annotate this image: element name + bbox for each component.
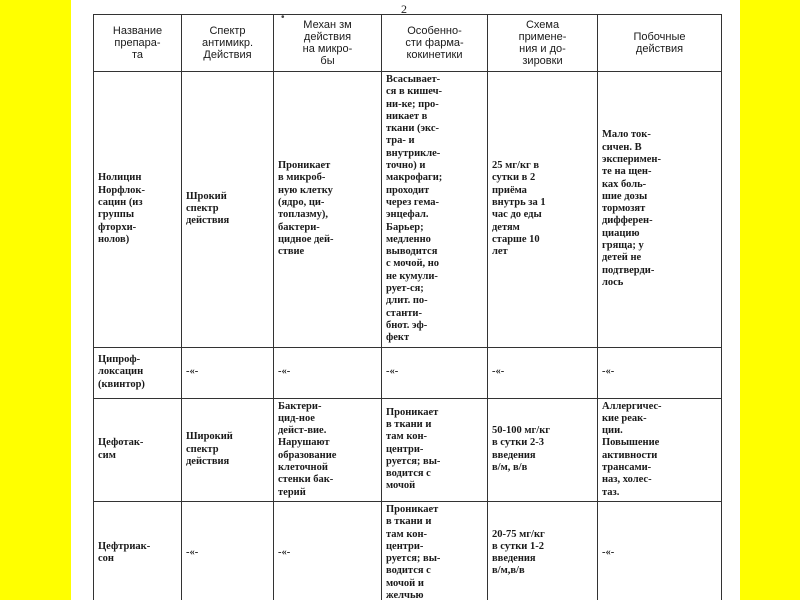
cell-mechanism: Бактери- цид-ное дейст-вие. Нарушают образование клеточной стенки бак- терий — [274, 398, 382, 501]
cell-pharmacokinetics: Всасывает- ся в кишеч- ни-ке; про- никает в ткани (экс- тра- и внутрикле- точно) и макрофаги; проходит через гема- энцефал. Барьер; медленно выводится с мочой, но не кумули- рует-ся; длит. по- станти- бнот. эф- фект — [382, 72, 488, 348]
cell-dosage: 25 мг/кг в сутки в 2 приёма внутрь за 1 час до еды детям старше 10 лет — [488, 72, 598, 348]
table-row-cefotaxime — [94, 398, 722, 501]
table-row-norfloxacin — [94, 72, 722, 348]
cell-pharmacokinetics: -«- — [382, 347, 488, 398]
table-row-ciprofloxacin — [94, 347, 722, 398]
cell-spectrum: Широкий спектр действия — [182, 398, 274, 501]
cell-mechanism: -«- — [274, 501, 382, 600]
cell-pharmacokinetics: Проникает в ткани и там кон- центри- руется; вы- водится с мочой — [382, 398, 488, 501]
header-mechanism: Механ зм действия на микро- бы — [274, 15, 382, 72]
cell-side-effects: -«- — [598, 347, 722, 398]
drug-table — [93, 14, 722, 600]
cell-side-effects: Мало ток- сичен. В эксперимен- те на щен- ках боль- шие дозы тормозят дифферен- циацию гряща; у детей не подтверди- лось — [598, 72, 722, 348]
header-side-effects: Побочные действия — [598, 15, 722, 72]
cell-side-effects: -«- — [598, 501, 722, 600]
cell-spectrum: -«- — [182, 347, 274, 398]
cell-mechanism: Проникает в микроб- ную клетку (ядро, ци- топлазму), бактери- цидное дей- ствие — [274, 72, 382, 348]
cell-mechanism: -«- — [274, 347, 382, 398]
scanned-page — [71, 0, 740, 600]
header-pharmacokinetics: Особенно- сти фарма- кокинетики — [382, 15, 488, 72]
page-number: 2 — [401, 2, 407, 16]
cell-spectrum: Шрокий спектр действия — [182, 72, 274, 348]
cell-side-effects: Аллергичес- кие реак- ции. Повышение активности трансами- наз, холес- таз. — [598, 398, 722, 501]
table-row-ceftriaxone — [94, 501, 722, 600]
cell-drug-name: Ципроф- локсацин (квинтор) — [94, 347, 182, 398]
header-dosage: Схема примене- ния и до- зировки — [488, 15, 598, 72]
cell-drug-name: Нолицин Норфлок- сацин (из группы фторхи- нолов) — [94, 72, 182, 348]
cell-drug-name: Цефотак- сим — [94, 398, 182, 501]
cell-spectrum: -«- — [182, 501, 274, 600]
cell-dosage: -«- — [488, 347, 598, 398]
header-row — [94, 15, 722, 72]
cell-pharmacokinetics: Проникает в ткани и там кон- центри- руется; вы- водится с мочой и желчью — [382, 501, 488, 600]
header-spectrum: Спектр антимикр. Действия — [182, 15, 274, 72]
cell-dosage: 20-75 мг/кг в сутки 1-2 введения в/м,в/в — [488, 501, 598, 600]
header-drug-name: Название препара- та — [94, 15, 182, 72]
cell-dosage: 50-100 мг/кг в сутки 2-3 введения в/м, в/в — [488, 398, 598, 501]
scan-dot-right: . — [486, 12, 489, 23]
scan-dot-left: • — [281, 12, 285, 23]
cell-drug-name: Цефтриак- сон — [94, 501, 182, 600]
